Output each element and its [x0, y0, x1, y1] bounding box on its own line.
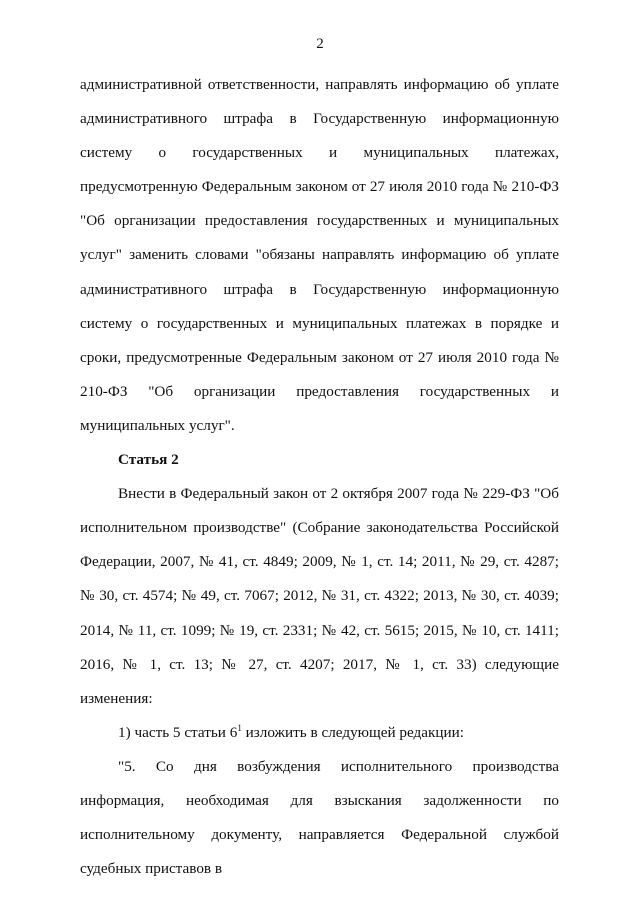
paragraph-item-1 [80, 716, 559, 750]
article-heading: Статья 2 [118, 451, 179, 469]
paragraph-amendment-intro: Внести в Федеральный закон от 2 октября 2007 года № 229-ФЗ "Об исполнительном производстве" (Собрание законодательства Российской Федерации, 2007, № 41, ст. 4849; 2009, № 1, ст. 14; 2011, № 29, ст. 4287; № 30, ст. 4574; № 49, ст. 7067; 2012, № 31, ст. 4322; 2013, № 30, ст. 4039; 2014, № 11, ст. 1099; № 19, ст. 2331; № 42, ст. 5615; 2015, № 10, ст. 1411; 2016, № 1, ст. 13; № 27, ст. 4207; 2017, № 1, ст. 33) следующие изменения: [80, 485, 559, 707]
page-number: 2 [316, 36, 324, 52]
superscript-index: 1 [237, 722, 242, 733]
paragraph-continuation: административной ответственности, направлять информацию об уплате административного штрафа в Государственную информационную систему о государственных и муниципальных платежах, предусмотренную Федеральным законом от 27 июля 2010 года № 210-ФЗ "Об организации предоставления государственных и муниципальных услуг" заменить словами "обязаны направлять информацию об уплате административного штрафа в Государственную информационную систему о государственных и муниципальных платежах в порядке и сроки, предусмотренные Федеральным законом от 27 июля 2010 года № 210-ФЗ "Об организации предоставления государственных и муниципальных услуг". [80, 76, 559, 434]
document-body [80, 68, 559, 886]
paragraph-new-wording: "5. Со дня возбуждения исполнительного производства информация, необходимая для взыскания задолженности по исполнительному документу, направляется Федеральной службой судебных приставов в [80, 757, 559, 878]
item-1-text-end: изложить в следующей редакции: [241, 723, 464, 741]
item-1-text-start: 1) часть 5 статьи 6 [118, 723, 238, 741]
